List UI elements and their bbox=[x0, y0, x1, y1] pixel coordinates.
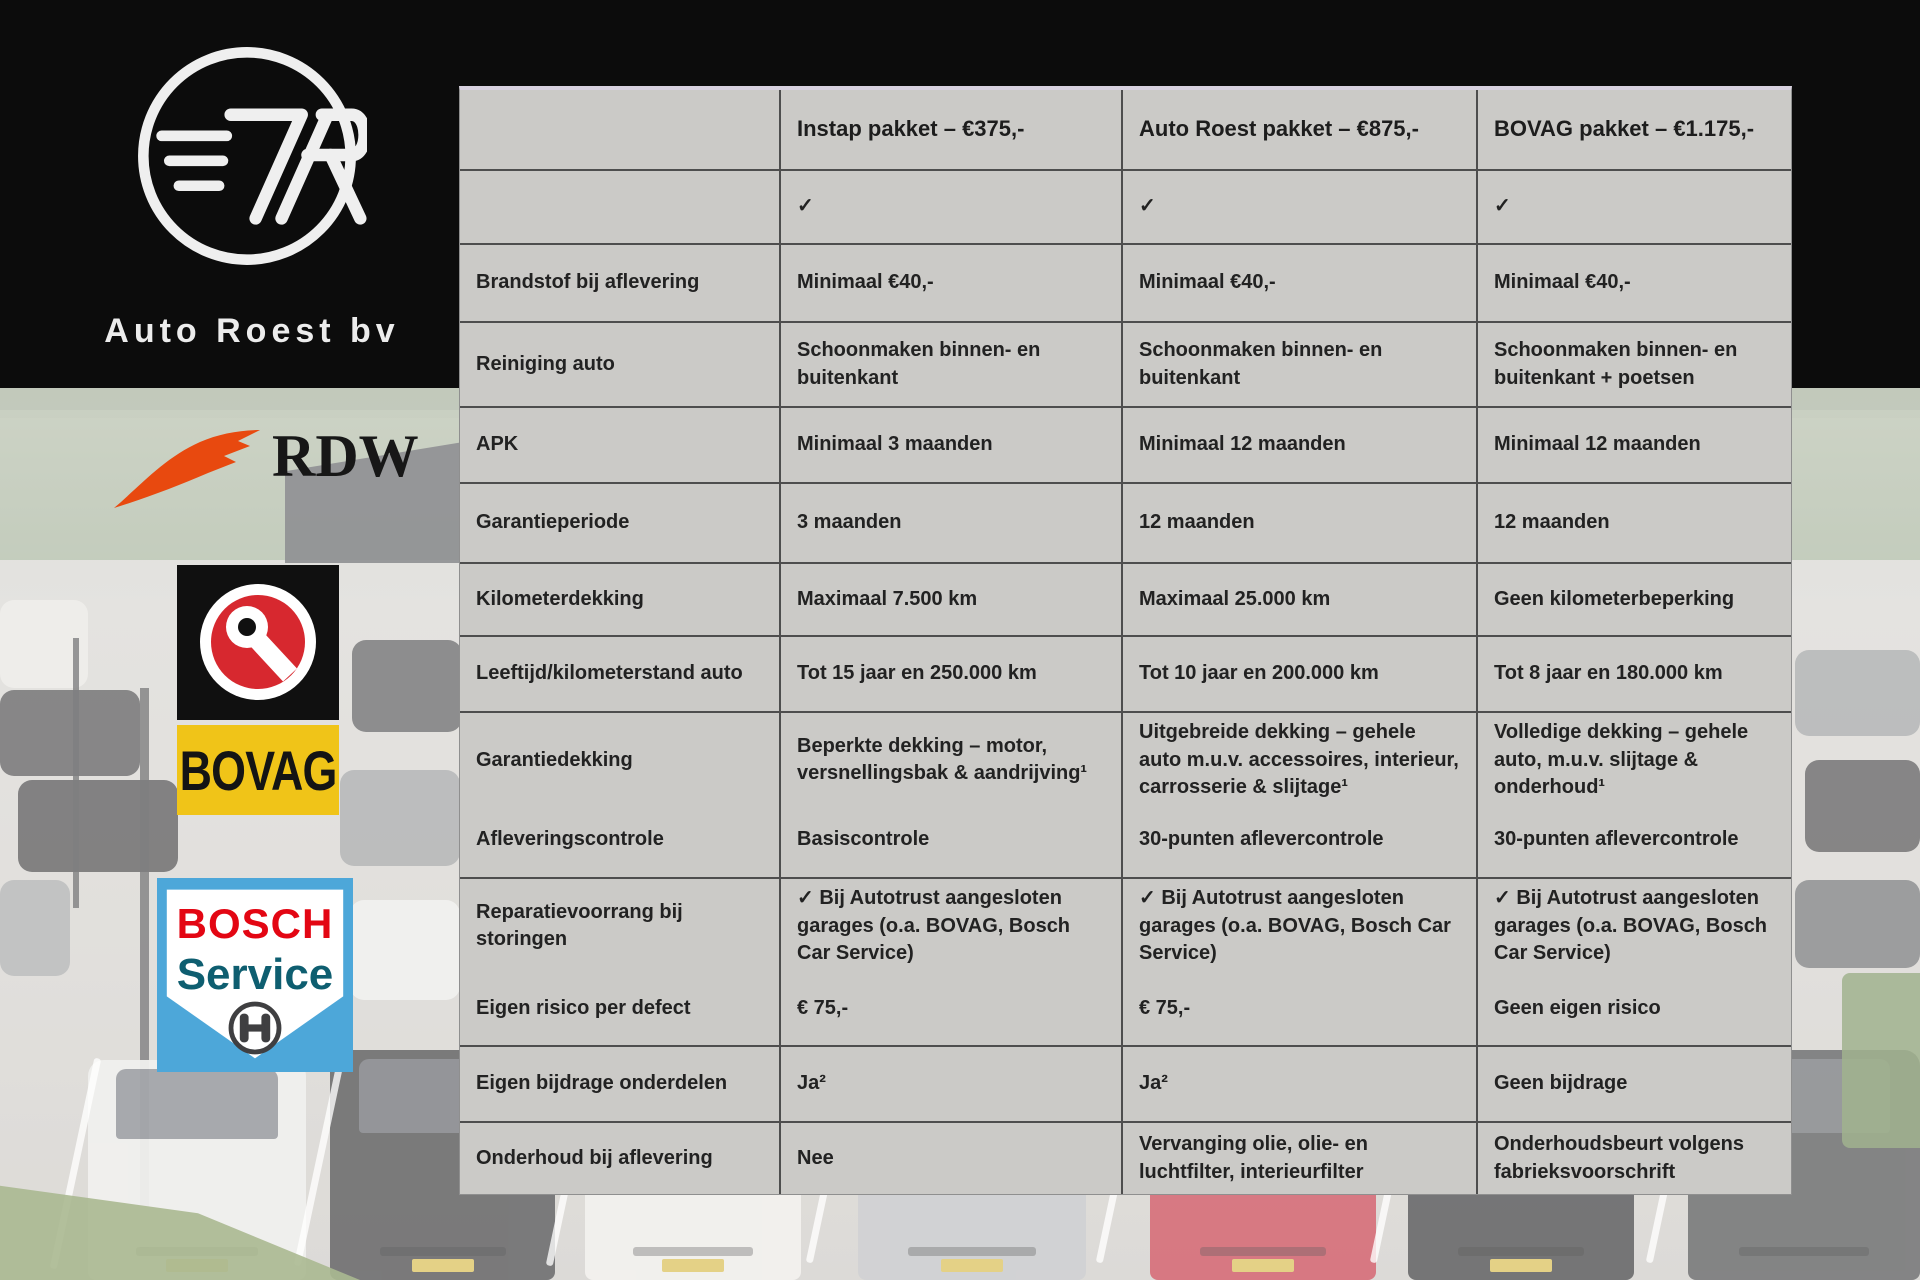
row-label: Onderhoud bij aflevering bbox=[460, 1123, 779, 1194]
auto-roest-logo bbox=[127, 36, 367, 281]
row-label: Garantieperiode bbox=[460, 484, 779, 562]
row-label bbox=[460, 171, 779, 243]
row-label: Eigen bijdrage onderdelen bbox=[460, 1047, 779, 1121]
cell-instap: Nee bbox=[779, 1123, 1121, 1194]
cell-instap: Maximaal 7.500 km bbox=[779, 564, 1121, 635]
cell-bovag: 12 maanden bbox=[1476, 484, 1791, 562]
table-row bbox=[460, 169, 1791, 243]
row-label: Garantiedekking bbox=[460, 713, 779, 808]
table-row bbox=[460, 482, 1791, 562]
package-comparison-table bbox=[459, 86, 1792, 1195]
cell-instap: ✓ bbox=[779, 171, 1121, 243]
row-label: Reiniging auto bbox=[460, 323, 779, 406]
bovag-text: BOVAG bbox=[179, 738, 337, 802]
rdw-text: RDW bbox=[272, 423, 419, 489]
cell-bovag: Tot 8 jaar en 180.000 km bbox=[1476, 637, 1791, 711]
cell-bovag: ✓ bbox=[1476, 171, 1791, 243]
row-label: Reparatievoorrang bij storingen bbox=[460, 879, 779, 974]
cell-instap: Schoonmaken binnen- en buitenkant bbox=[779, 323, 1121, 406]
bovag-wrench-icon bbox=[177, 565, 339, 720]
row-label: Afleveringscontrole bbox=[460, 803, 779, 877]
cell-bovag: Minimaal €40,- bbox=[1476, 245, 1791, 321]
table-row bbox=[460, 971, 1791, 1045]
cell-instap: Beperkte dekking – motor, versnellingsbak & aandrijving¹ bbox=[779, 713, 1121, 808]
header-empty-cell bbox=[460, 90, 779, 169]
cell-auto-roest: ✓ bbox=[1121, 171, 1476, 243]
table-header-row bbox=[460, 90, 1791, 169]
row-label: Leeftijd/kilometerstand auto bbox=[460, 637, 779, 711]
rdw-wing-icon bbox=[112, 428, 262, 510]
cell-bovag: Geen bijdrage bbox=[1476, 1047, 1791, 1121]
cell-instap: € 75,- bbox=[779, 973, 1121, 1045]
cell-auto-roest: ✓ Bij Autotrust aangesloten garages (o.a. BOVAG, Bosch Car Service) bbox=[1121, 879, 1476, 974]
cell-instap: 3 maanden bbox=[779, 484, 1121, 562]
bosch-text: BOSCH bbox=[176, 900, 334, 947]
auto-roest-7r-monogram-icon bbox=[127, 36, 367, 276]
auto-roest-name: Auto Roest bv bbox=[104, 312, 400, 350]
row-label: Eigen risico per defect bbox=[460, 973, 779, 1045]
table-row bbox=[460, 1045, 1791, 1121]
cell-auto-roest: Minimaal €40,- bbox=[1121, 245, 1476, 321]
bosch-armature-icon bbox=[223, 996, 287, 1060]
table-row bbox=[460, 711, 1791, 801]
bovag-logo bbox=[177, 565, 339, 815]
cell-auto-roest: Schoonmaken binnen- en buitenkant bbox=[1121, 323, 1476, 406]
cell-auto-roest: 30-punten aflevercontrole bbox=[1121, 803, 1476, 877]
cell-instap: Minimaal €40,- bbox=[779, 245, 1121, 321]
table-row bbox=[460, 801, 1791, 877]
cell-instap: Basiscontrole bbox=[779, 803, 1121, 877]
cell-auto-roest: Maximaal 25.000 km bbox=[1121, 564, 1476, 635]
bosch-service-text: Service bbox=[176, 950, 334, 999]
table-row bbox=[460, 243, 1791, 321]
cell-auto-roest: Vervanging olie, olie- en luchtfilter, interieurfilter bbox=[1121, 1123, 1476, 1194]
header-bovag-pakket: BOVAG pakket – €1.175,- bbox=[1476, 90, 1791, 169]
table-row bbox=[460, 877, 1791, 971]
table-row bbox=[460, 1121, 1791, 1194]
cell-auto-roest: € 75,- bbox=[1121, 973, 1476, 1045]
cell-bovag: Volledige dekking – gehele auto, m.u.v. slijtage & onderhoud¹ bbox=[1476, 713, 1791, 808]
table-row bbox=[460, 562, 1791, 635]
cell-bovag: Geen kilometerbeperking bbox=[1476, 564, 1791, 635]
table-row bbox=[460, 321, 1791, 406]
cell-instap: ✓ Bij Autotrust aangesloten garages (o.a. BOVAG, Bosch Car Service) bbox=[779, 879, 1121, 974]
cell-bovag: Onderhoudsbeurt volgens fabrieksvoorschrift bbox=[1476, 1123, 1791, 1194]
cell-instap: Tot 15 jaar en 250.000 km bbox=[779, 637, 1121, 711]
cell-bovag: Geen eigen risico bbox=[1476, 973, 1791, 1045]
header-instap-pakket: Instap pakket – €375,- bbox=[779, 90, 1121, 169]
cell-bovag: 30-punten aflevercontrole bbox=[1476, 803, 1791, 877]
cell-instap: Ja² bbox=[779, 1047, 1121, 1121]
table-row bbox=[460, 406, 1791, 482]
cell-instap: Minimaal 3 maanden bbox=[779, 408, 1121, 482]
cell-auto-roest: Tot 10 jaar en 200.000 km bbox=[1121, 637, 1476, 711]
cell-auto-roest: Minimaal 12 maanden bbox=[1121, 408, 1476, 482]
bovag-yellow-banner bbox=[177, 725, 339, 815]
row-label: APK bbox=[460, 408, 779, 482]
cell-auto-roest: 12 maanden bbox=[1121, 484, 1476, 562]
cell-auto-roest: Uitgebreide dekking – gehele auto m.u.v. accessoires, interieur, carrosserie & slijtage¹ bbox=[1121, 713, 1476, 808]
rdw-logo bbox=[112, 420, 419, 516]
table-row bbox=[460, 635, 1791, 711]
bosch-service-logo bbox=[157, 878, 353, 1072]
cell-bovag: Schoonmaken binnen- en buitenkant + poetsen bbox=[1476, 323, 1791, 406]
header-auto-roest-pakket: Auto Roest pakket – €875,- bbox=[1121, 90, 1476, 169]
cell-bovag: ✓ Bij Autotrust aangesloten garages (o.a. BOVAG, Bosch Car Service) bbox=[1476, 879, 1791, 974]
cell-bovag: Minimaal 12 maanden bbox=[1476, 408, 1791, 482]
row-label: Kilometerdekking bbox=[460, 564, 779, 635]
cell-auto-roest: Ja² bbox=[1121, 1047, 1476, 1121]
row-label: Brandstof bij aflevering bbox=[460, 245, 779, 321]
